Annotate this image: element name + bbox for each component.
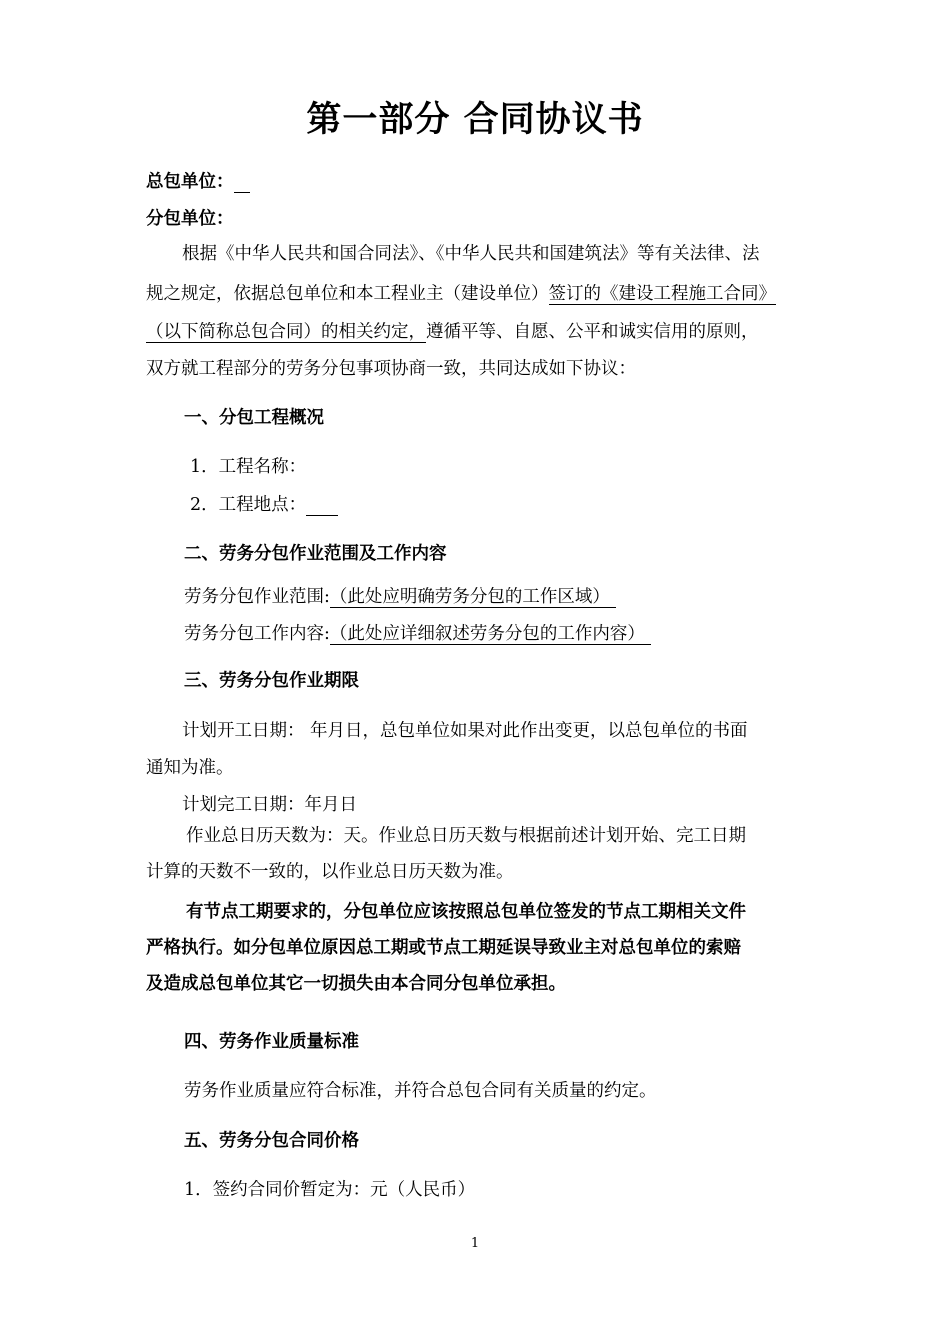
section-1-heading: 一、分包工程概况 (184, 408, 324, 428)
scope-value: （此处应明确劳务分包的工作区域） (330, 588, 616, 608)
content-value: （此处应详细叙述劳务分包的工作内容） (330, 625, 651, 645)
finish-date-line: 计划完工日期：年月日 (182, 795, 357, 815)
page-number: 1 (470, 1236, 480, 1251)
intro-line-2 (146, 280, 776, 305)
milestone-line-3: 及造成总包单位其它一切损失由本合同分包单位承担。 (146, 974, 566, 994)
intro-contract-ref: 签订的《建设工程施工合同》 (548, 284, 776, 304)
contractor-line (146, 168, 250, 193)
project-location-blank (306, 497, 338, 516)
section-5-heading: 五、劳务分包合同价格 (184, 1131, 359, 1151)
section-4-heading: 四、劳务作业质量标准 (184, 1032, 359, 1052)
intro-line-1: 根据《中华人民共和国合同法》、《中华人民共和国建筑法》等有关法律、法 (182, 244, 760, 264)
section-2-heading: 二、劳务分包作业范围及工作内容 (184, 544, 447, 564)
quality-standard-text: 劳务作业质量应符合标准，并符合总包合同有关质量的约定。 (184, 1081, 657, 1101)
intro-line-2-plain: 规之规定，依据总包单位和本工程业主（建设单位） (146, 284, 549, 304)
page-title: 第一部分 合同协议书 (306, 99, 644, 140)
content-line (184, 620, 651, 645)
project-location-line (190, 491, 338, 516)
start-date-line-2: 通知为准。 (146, 758, 234, 778)
scope-label: 劳务分包作业范围: (184, 587, 330, 607)
scope-line (184, 583, 616, 608)
intro-line-3 (146, 318, 759, 343)
total-days-line-1: 作业总日历天数为：天。作业总日历天数与根据前述计划开始、完工日期 (186, 826, 746, 846)
contract-price-line: 1．签约合同价暂定为：元（人民币） (184, 1180, 476, 1200)
intro-line-3-plain: 遵循平等、自愿、公平和诚实信用的原则， (426, 322, 759, 342)
intro-contract-abbrev: （以下简称总包合同）的相关约定， (146, 322, 426, 342)
subcontractor-label: 分包单位： (146, 209, 234, 229)
content-label: 劳务分包工作内容: (184, 624, 330, 644)
contractor-blank (234, 174, 250, 193)
project-location-label: 2．工程地点： (190, 495, 307, 515)
contractor-label: 总包单位： (146, 172, 234, 192)
milestone-line-1: 有节点工期要求的，分包单位应该按照总包单位签发的节点工期相关文件 (186, 902, 746, 922)
intro-line-4: 双方就工程部分的劳务分包事项协商一致，共同达成如下协议： (146, 359, 636, 379)
section-3-heading: 三、劳务分包作业期限 (184, 671, 359, 691)
milestone-line-2: 严格执行。如分包单位原因总工期或节点工期延误导致业主对总包单位的索赔 (146, 938, 741, 958)
project-name-label: 1．工程名称： (190, 457, 307, 477)
start-date-line-1: 计划开工日期： 年月日，总包单位如果对此作出变更，以总包单位的书面 (182, 721, 748, 741)
total-days-line-2: 计算的天数不一致的，以作业总日历天数为准。 (146, 862, 514, 882)
